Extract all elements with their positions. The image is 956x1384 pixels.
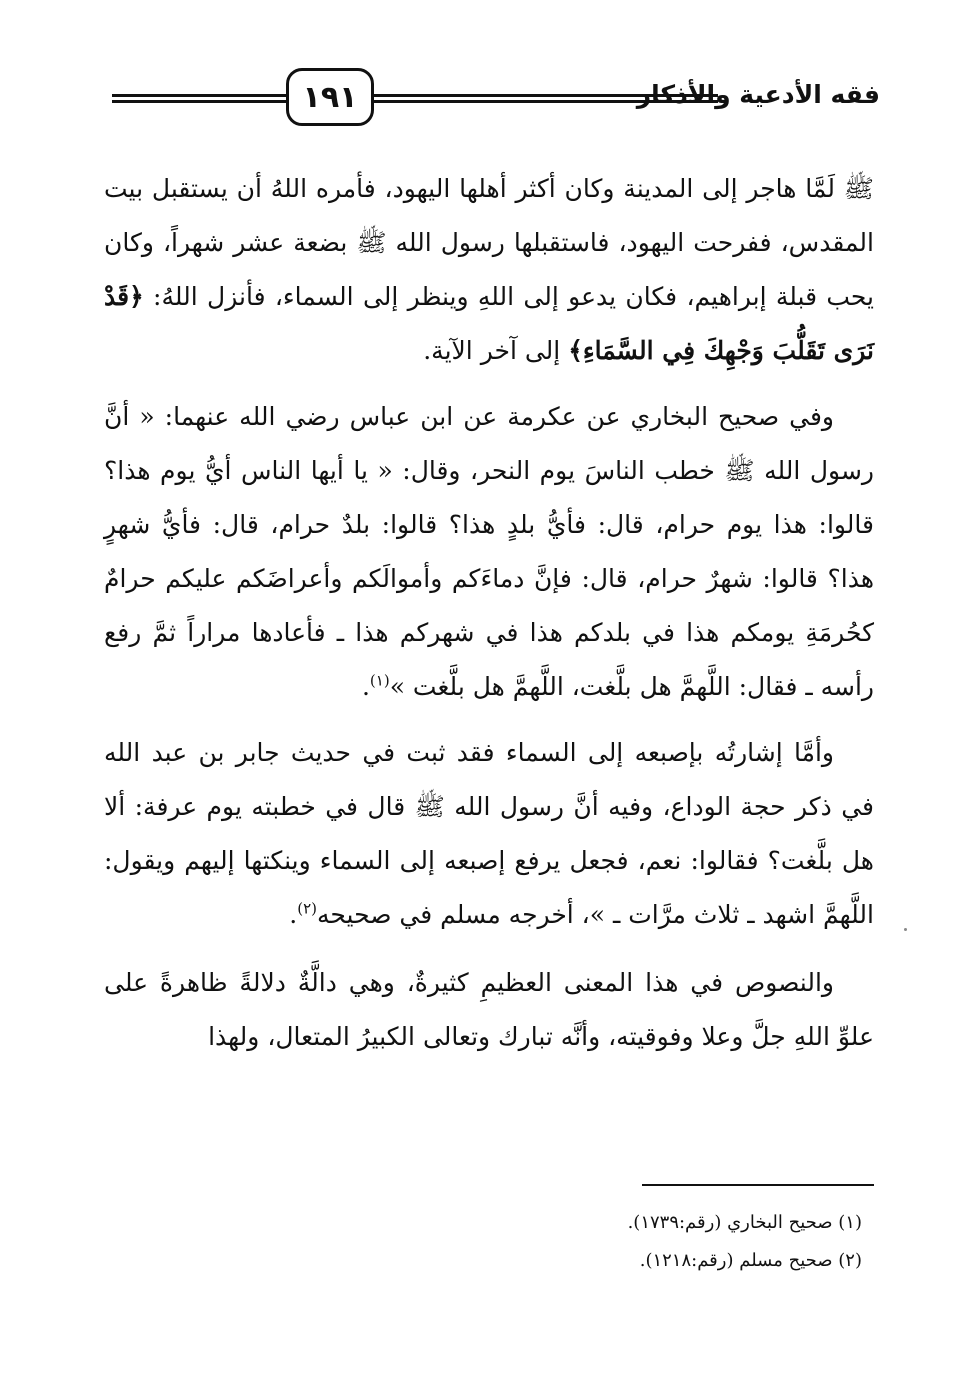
footnote-separator <box>642 1184 874 1186</box>
page-body <box>104 162 874 1076</box>
paragraph-3-end: . <box>289 900 298 929</box>
paragraph-3-text: وأمَّا إشارتُه بإصبعه إلى السماء فقد ثبت في حديث جابر بن عبد الله في ذكر حجة الوداع، وفيه أنَّ رسول الله ﷺ قال في خطبته يوم عرفة: ألا هل بلَّغت؟ فقالوا: نعم، فجعل يرفع إصبعه إلى السماء وينكتها إليهم ويقول: اللَّهمَّ اشهد ـ ثلاث مرَّات ـ »، أخرجه مسلم في صحيحه <box>104 738 874 929</box>
page-header <box>100 58 880 138</box>
paragraph-1 <box>104 162 874 378</box>
scan-speck <box>904 928 907 931</box>
footnote-ref-2: (٢) <box>297 899 317 918</box>
footnote-ref-1: (١) <box>369 671 390 690</box>
book-title: فقه الأدعية والأذكار <box>636 80 880 109</box>
footnote-2: (٢) صحيح مسلم (رقم:١٢١٨). <box>639 1250 862 1271</box>
page-number: ١٩١ <box>286 68 374 126</box>
paragraph-2-text: وفي صحيح البخاري عن عكرمة عن ابن عباس رضي الله عنهما: « أنَّ رسول الله ﷺ خطب الناسَ يوم النحر، وقال: « يا أيها الناس أيُّ يوم هذا؟ قالوا: هذا يوم حرام، قال: فأيُّ بلدٍ هذا؟ قالوا: بلدٌ حرام، قال: فأيُّ شهرٍ هذا؟ قالوا: شهرٌ حرام، قال: فإنَّ دماءَكم وأموالَكم وأعراضَكم عليكم حرامٌ كحُرمَةِ يومكم هذا في بلدكم هذا في شهركم هذا ـ فأعادها مراراً ثمَّ رفع رأسه ـ فقال: اللَّهمَّ هل بلَّغت، اللَّهمَّ هل بلَّغت » <box>104 402 874 701</box>
footnotes <box>262 1204 862 1280</box>
paragraph-4 <box>104 956 874 1064</box>
footnote-1: (١) صحيح البخاري (رقم:١٧٣٩). <box>627 1212 862 1233</box>
paragraph-3 <box>104 726 874 942</box>
paragraph-4-text: والنصوص في هذا المعنى العظيمِ كثيرةٌ، وهي دالَّةٌ دلالةً ظاهرةً على علوِّ اللهِ جلَّ وعلا وفوقيته، وأنَّه تبارك وتعالى الكبيرُ المتعال، ولهذا <box>104 968 874 1051</box>
quran-verse: ﴿قَدْ نَرَى تَقَلُّبَ وَجْهِكَ فِي السَّمَاءِ﴾ <box>104 282 874 365</box>
header-rule-left <box>112 94 288 103</box>
paragraph-2-end: . <box>361 672 370 701</box>
paragraph-1-text: ﷺ لَمَّا هاجر إلى المدينة وكان أكثر أهلها اليهود، فأمره اللهُ أن يستقبل بيت المقدس، ففرحت اليهود، فاستقبلها رسول الله ﷺ بضعة عشر شهراً، وكان يحب قبلة إبراهيم، فكان يدعو إلى اللهِ وينظر إلى السماء، فأنزل اللهُ: <box>104 174 874 311</box>
paragraph-2 <box>104 390 874 714</box>
paragraph-1-end: إلى آخر الآية. <box>423 336 569 365</box>
